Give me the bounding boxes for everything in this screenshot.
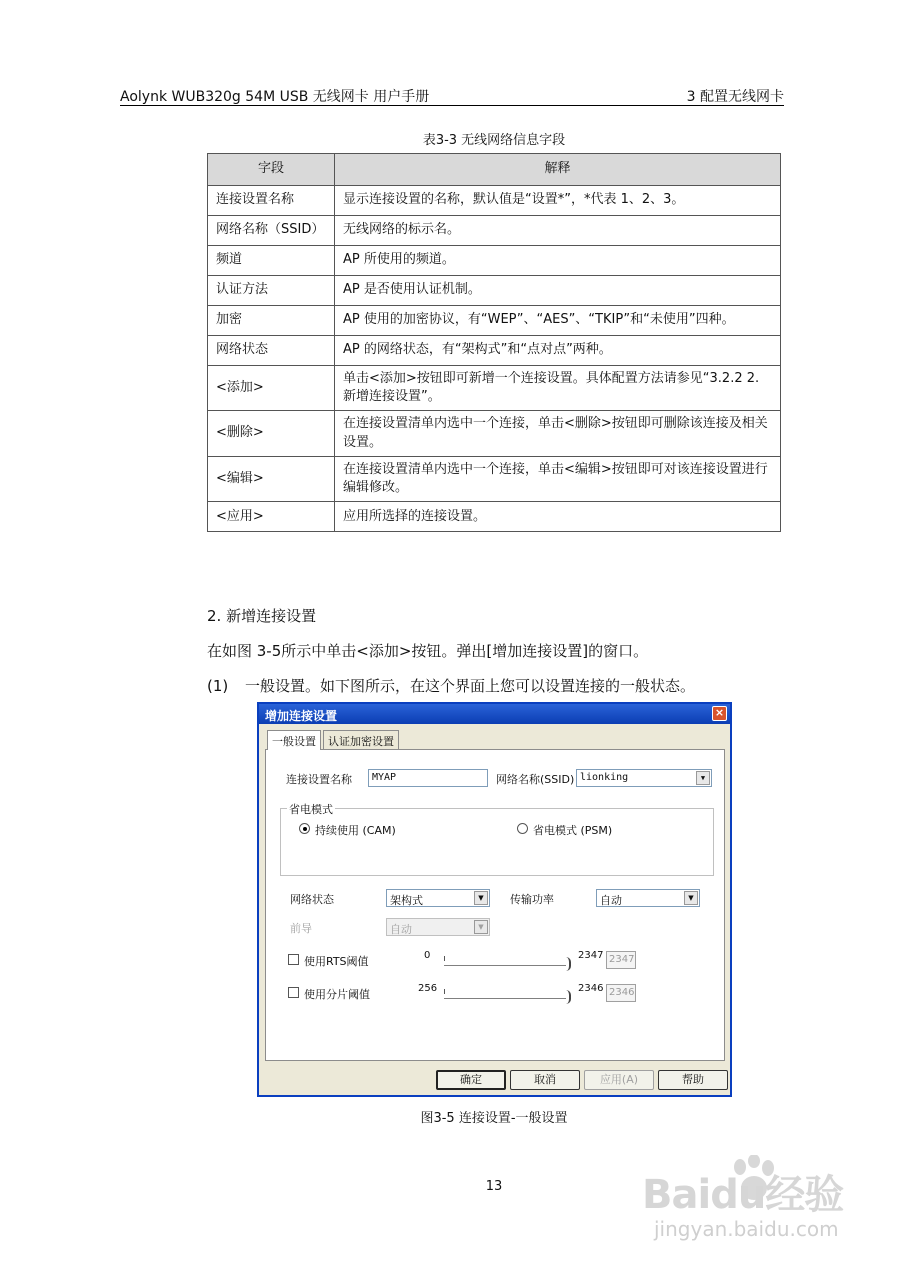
net-state-combo[interactable] <box>386 889 490 907</box>
row-desc: 无线网络的标示名。 <box>335 216 781 246</box>
header-rule <box>120 105 784 106</box>
tab-auth-encryption[interactable]: 认证加密设置 <box>323 730 399 749</box>
row-desc: 显示连接设置的名称，默认值是“设置*”，*代表 1、2、3。 <box>335 186 781 216</box>
table-row <box>208 306 781 336</box>
radio-selected-dot <box>303 827 307 831</box>
row-desc: AP 使用的加密协议，有“WEP”、“AES”、“TKIP”和“未使用”四种。 <box>335 306 781 336</box>
table-row <box>208 276 781 306</box>
cancel-button[interactable]: 取消 <box>510 1070 580 1090</box>
general-settings-panel <box>265 749 725 1061</box>
radio-cam[interactable] <box>299 823 310 834</box>
header-title: Aolynk WUB320g 54M USB 无线网卡 用户手册 <box>120 89 430 105</box>
page-number: 13 <box>485 1179 503 1194</box>
radio-cam-label: 持续使用 (CAM) <box>315 824 396 837</box>
row-desc: 单击<添加>按钮即可新增一个连接设置。具体配置方法请参见“3.2.2 2. 新增连接设置”。 <box>335 366 781 411</box>
net-state-value: 架构式 <box>390 894 423 907</box>
row-field: 认证方法 <box>208 276 335 306</box>
row-field: <删除> <box>208 411 335 456</box>
rts-max-label: 2347 <box>578 950 604 961</box>
conn-name-label: 连接设置名称 <box>286 773 352 786</box>
chevron-down-icon[interactable]: ▼ <box>474 891 488 905</box>
table-caption: 表3-3 无线网络信息字段 <box>422 133 566 148</box>
dialog-title: 增加连接设置 <box>265 709 338 723</box>
row-field: <编辑> <box>208 456 335 501</box>
row-desc: 在连接设置清单内选中一个连接，单击<删除>按钮即可删除该连接及相关设置。 <box>335 411 781 456</box>
conn-name-input[interactable]: MYAP <box>368 769 488 787</box>
table-row <box>208 336 781 366</box>
row-field: 加密 <box>208 306 335 336</box>
row-desc: 应用所选择的连接设置。 <box>335 502 781 532</box>
row-field: 频道 <box>208 246 335 276</box>
row-desc: AP 的网络状态，有“架构式”和“点对点”两种。 <box>335 336 781 366</box>
frag-max-label: 2346 <box>578 983 604 994</box>
row-field: 网络状态 <box>208 336 335 366</box>
rts-slider-track[interactable] <box>444 965 566 967</box>
section-title: 2. 新增连接设置 <box>207 607 317 625</box>
baidu-watermark <box>640 1155 850 1265</box>
table-row <box>208 456 781 501</box>
row-field: <应用> <box>208 502 335 532</box>
radio-psm[interactable] <box>517 823 528 834</box>
net-state-label: 网络状态 <box>290 893 334 906</box>
row-field: <添加> <box>208 366 335 411</box>
frag-checkbox[interactable] <box>288 987 299 998</box>
ssid-combo[interactable] <box>576 769 712 787</box>
slider-tick <box>444 989 445 994</box>
close-button[interactable]: × <box>712 706 727 721</box>
tx-power-value: 自动 <box>600 894 622 907</box>
rts-slider-thumb[interactable] <box>566 957 571 971</box>
step-text: 一般设置。如下图所示，在这个界面上您可以设置连接的一般状态。 <box>245 677 696 695</box>
frag-min-label: 256 <box>418 983 438 994</box>
dialog-titlebar <box>259 704 730 724</box>
ssid-label: 网络名称(SSID) <box>496 773 575 786</box>
watermark-url: jingyan.baidu.com <box>654 1217 839 1241</box>
table-row <box>208 216 781 246</box>
table-row <box>208 411 781 456</box>
slider-tick <box>444 956 445 961</box>
table-row <box>208 186 781 216</box>
wireless-info-table <box>207 153 781 532</box>
add-connection-dialog <box>257 702 732 1097</box>
radio-psm-label: 省电模式 (PSM) <box>533 824 613 837</box>
step-item <box>207 675 695 696</box>
tx-power-combo[interactable] <box>596 889 700 907</box>
frag-slider-thumb[interactable] <box>566 990 571 1004</box>
table-row <box>208 366 781 411</box>
row-field: 连接设置名称 <box>208 186 335 216</box>
ssid-value: lionking <box>580 772 629 783</box>
step-number: (1) <box>207 677 229 695</box>
chevron-down-icon[interactable]: ▼ <box>474 920 488 934</box>
apply-button[interactable]: 应用(A) <box>584 1070 654 1090</box>
chevron-down-icon[interactable]: ▼ <box>684 891 698 905</box>
frag-slider-track[interactable] <box>444 998 566 1000</box>
rts-checkbox[interactable] <box>288 954 299 965</box>
rts-label: 使用RTS阈值 <box>304 955 369 968</box>
preamble-combo[interactable] <box>386 918 490 936</box>
table-row <box>208 502 781 532</box>
table-row <box>208 246 781 276</box>
table-header-row <box>208 154 781 186</box>
header-desc: 解释 <box>335 154 781 186</box>
rts-min-label: 0 <box>424 950 431 961</box>
header-chapter: 3 配置无线网卡 <box>686 89 784 105</box>
header-field: 字段 <box>208 154 335 186</box>
ok-button[interactable]: 确定 <box>436 1070 506 1090</box>
row-desc: 在连接设置清单内选中一个连接，单击<编辑>按钮即可对该连接设置进行编辑修改。 <box>335 456 781 501</box>
preamble-label: 前导 <box>290 922 312 935</box>
frag-label: 使用分片阈值 <box>304 988 370 1001</box>
row-desc: AP 是否使用认证机制。 <box>335 276 781 306</box>
tab-general[interactable]: 一般设置 <box>267 730 321 750</box>
figure-caption: 图3-5 连接设置-一般设置 <box>420 1111 568 1126</box>
watermark-brand: Baidu经验 <box>642 1172 844 1218</box>
chevron-down-icon[interactable]: ▼ <box>696 771 710 785</box>
section-paragraph: 在如图 3-5所示中单击<添加>按钮。弹出[增加连接设置]的窗口。 <box>207 642 649 660</box>
tx-power-label: 传输功率 <box>510 893 554 906</box>
rts-value-input[interactable]: 2347 <box>606 951 636 969</box>
power-save-group <box>280 803 714 876</box>
help-button[interactable]: 帮助 <box>658 1070 728 1090</box>
row-field: 网络名称（SSID） <box>208 216 335 246</box>
power-save-legend: 省电模式 <box>289 803 333 816</box>
preamble-value: 自动 <box>390 923 412 936</box>
row-desc: AP 所使用的频道。 <box>335 246 781 276</box>
page-header <box>120 84 784 106</box>
frag-value-input[interactable]: 2346 <box>606 984 636 1002</box>
